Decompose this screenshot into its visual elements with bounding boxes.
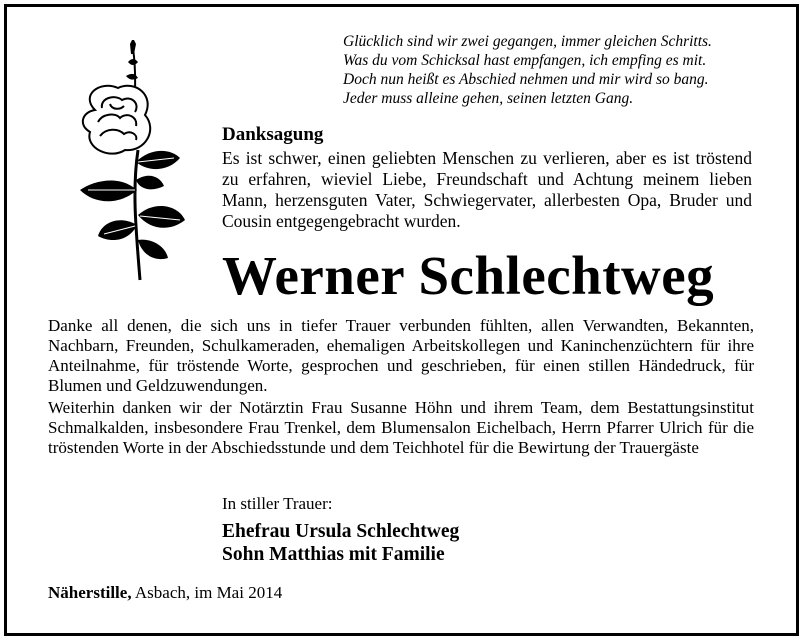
thanks-paragraph-2: Weiterhin danken wir der Notärztin Frau Susanne Höhn und ihrem Team, dem Bestattungsinstitut Schmalkalden, insbesondere Frau Trenkel, dem Blumensalon Eichelbach, Herrn Pfarrer Ulrich für die tröstenden Worte in der Abschiedsstunde und dem Teichhotel für die Bewirtung der Trauergäste xyxy=(48,398,754,457)
poem-line: Glücklich sind wir zwei gegangen, immer gleichen Schritts. xyxy=(343,33,712,50)
danksagung-heading: Danksagung xyxy=(222,124,324,145)
poem-line: Doch nun heißt es Abschied nehmen und mir wird so bang. xyxy=(343,71,709,88)
deceased-name: Werner Schlechtweg xyxy=(222,245,715,306)
family-member: Sohn Matthias mit Familie xyxy=(222,544,445,565)
mourning-label: In stiller Trauer: xyxy=(222,494,333,513)
rose-icon xyxy=(40,40,190,285)
intro-text: Es ist schwer, einen geliebten Menschen zu verlieren, aber es ist tröstend zu erfahren, wieviel Liebe, Freundschaft und Achtung meinem lieben Mann, herzensguten Vater, Schwiegervater, allerbesten Opa, Bruder und Cousin entgegengebracht wurden. xyxy=(222,148,752,231)
family-signatures xyxy=(222,520,459,566)
footer-place-bold: Näherstille, xyxy=(48,583,132,602)
poem-line: Jeder muss alleine gehen, seinen letzten Gang. xyxy=(343,90,634,107)
footer-place-date xyxy=(48,583,282,603)
poem-line: Was du vom Schicksal hast empfangen, ich empfing es mit. xyxy=(343,52,707,69)
family-member: Ehefrau Ursula Schlechtweg xyxy=(222,521,460,542)
thanks-paragraph-1: Danke all denen, die sich uns in tiefer Trauer verbunden fühlten, allen Verwandten, Bekannten, Nachbarn, Freunden, Schulkameraden, ehemaligen Arbeitskollegen und Kaninchenzüchtern für ihre Anteilnahme, für tröstende Worte, gesprochen und geschrieben, für einen stillen Händedruck, für Blumen und Geldzuwendungen. xyxy=(48,316,754,395)
footer-place-date-text: Asbach, im Mai 2014 xyxy=(131,583,283,602)
poem xyxy=(343,32,773,108)
